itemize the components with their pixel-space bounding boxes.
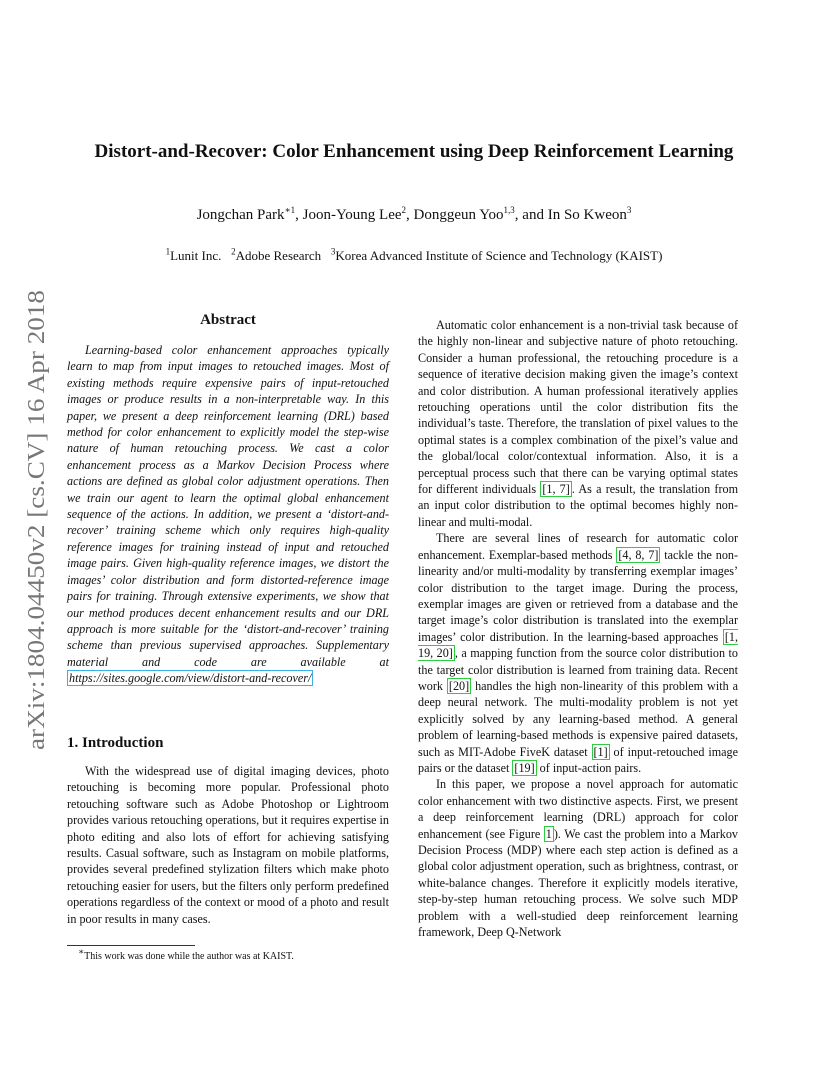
supplementary-link[interactable]: https://sites.google.com/view/distort-and-recover/ xyxy=(69,671,312,686)
intro-paragraph: With the widespread use of digital imaging devices, photo retouching is becoming more popular. Professional photo retouching software such as Adobe Photoshop or Lightroom provides various retouching operations, but it requires expertise in photo editing and also lots of effort for achieving satisfying results. Casual software, such as Instagram on mobile platforms, provides several predefined stylization filters which make photo retouching easier for users, but the filters only perform predefined operations regardless of the context or mood of a photo and result in poor results in many cases. xyxy=(67,764,389,926)
right-column xyxy=(418,317,738,940)
text-run: . As a result, the translation from an input color distribution to the optimal becomes highly non-linear and multi-modal. xyxy=(418,482,739,529)
text-run: handles the high non-linearity of this problem with a deep neural network. The multi-modality problem is not yet explicitly solved by any learning-based method. A general problem of learning-based methods is expensive paired datasets, such as MIT-Adobe FiveK dataset xyxy=(418,678,738,759)
author-name: In So Kweon xyxy=(547,207,627,223)
citation-link[interactable]: [19] xyxy=(514,760,535,775)
footnote-mark: ∗ xyxy=(78,946,85,957)
text-run: There are several lines of research for automatic color enhancement. Exemplar-based methods xyxy=(418,531,738,562)
author-name: Donggeun Yoo xyxy=(413,207,504,223)
body-paragraph xyxy=(418,776,738,940)
affiliation-sup: 2 xyxy=(231,246,236,257)
author-list: Jongchan Park$^{∗1}$, Joon-Young Lee$^2$, Donggeun Yoo$^{1,3}$, and In So Kweon$^3$ xyxy=(196,205,632,223)
body-paragraph xyxy=(418,317,738,530)
text-run: of input-action pairs. xyxy=(536,760,642,775)
author-sup: 1,3 xyxy=(503,205,515,215)
abstract-body: Learning-based color enhancement approaches typically learn to map from input images to retouched images. Most of existing methods require expensive pairs of input-retouched images or produce results in a non-interpretable way. In this paper, we present a deep reinforcement learning (DRL) based method for color enhancement to explicitly model the step-wise nature of human retouching process. We cast a color enhancement process as a Markov Decision Process where actions are defined as global color adjustment operations. Then we train our agent to learn the optimal global enhancement sequence of the actions. In addition, we present a ‘distort-and-recover’ training scheme which only requires high-quality reference images for training instead of input and retouched image pairs. Given high-quality reference images, we distort the images’ color distribution and form distorted-reference image pairs for training. Through extensive experiments, we show that our method produces decent enhancement results and our DRL approach is more suitable for the ‘distort-and-recover’ training scheme than previous supervised approaches. Supplementary material and code are available at xyxy=(67,343,389,669)
arxiv-identifier-stamp xyxy=(18,285,54,755)
arxiv-identifier-text: arXiv:1804.04450v2 [cs.CV] 16 Apr 2018 xyxy=(24,343,50,750)
citation-link[interactable]: [20] xyxy=(448,678,470,693)
author-sup: 3 xyxy=(626,205,632,215)
affiliation-list xyxy=(0,248,828,264)
left-column xyxy=(67,312,389,687)
author-name: Jongchan Park xyxy=(196,207,285,223)
citation-link[interactable]: [4, 8, 7] xyxy=(618,547,659,562)
text-run: of input-retouched image pairs or the dataset xyxy=(418,744,739,775)
footnote xyxy=(78,946,294,962)
citation-link[interactable]: [1, 19, 20] xyxy=(418,629,738,661)
affiliation-name: Lunit Inc. xyxy=(170,248,222,263)
affiliation-name: Korea Advanced Institute of Science and Technology (KAIST) xyxy=(335,248,663,263)
affiliation-sup: 1 xyxy=(165,246,171,257)
abstract-text xyxy=(67,342,389,687)
text-run: Automatic color enhancement is a non-trivial task because of the highly non-linear and subjective nature of photo retouching. Consider a human professional, the retouching procedure is a sequence of iterative decision making given the image’s context and color distribution. A human professional iteratively applies retouching operations until the color distribution fits the individual’s taste. Therefore, the translation of pixel values to the optimal states is a complex combination of the pixel’s value and the global/local color/contextual information. Also, it is a perceptual process such that there can be varying optimal states for different individuals xyxy=(418,318,738,497)
footnote-rule xyxy=(67,945,195,946)
author-sup: ∗1 xyxy=(284,205,296,215)
body-paragraph xyxy=(418,530,738,776)
text-run: In this paper, we propose a novel approach for automatic color enhancement with two distinctive aspects. First, we present a deep reinforcement learning (DRL) approach for color enhancement (see Figure xyxy=(418,777,738,841)
citation-link[interactable]: [1, 7] xyxy=(542,482,570,497)
abstract-heading: Abstract xyxy=(200,312,256,328)
text-run: ). We cast the problem into a Markov Decision Process (MDP) where each step action is defined as a global color adjustment operation, such as brightness, contrast, or white-balance changes. Therefore it explicitly models iterative, step-by-step human retouching process. We solve such MDP problem with a well-studied deep reinforcement learning framework, Deep Q-Network xyxy=(418,826,739,940)
section-heading-introduction: 1. Introduction xyxy=(67,735,164,751)
text-run: , a mapping function from the source color distribution to the target color distribution is learned from training data. Recent work xyxy=(418,646,738,693)
footnote-text: This work was done while the author was at KAIST. xyxy=(84,951,294,962)
affiliation-name: Adobe Research xyxy=(235,248,322,263)
author-sup: 2 xyxy=(401,205,407,215)
affiliation-sup: 3 xyxy=(330,246,336,257)
author-name: Joon-Young Lee xyxy=(302,207,402,223)
figure-link[interactable]: 1 xyxy=(545,826,552,841)
paper-title: Distort-and-Recover: Color Enhancement using Deep Reinforcement Learning xyxy=(94,141,734,162)
text-run: tackle the non-linearity and/or multi-modality by transferring exemplar images’ color distribution to the target image. During the process, exemplar images are given or retrieved from a database and the target image’s color distribution is translated into the exemplar images’ color distribution. In the learning-based approaches xyxy=(418,547,738,644)
citation-link[interactable]: [1] xyxy=(593,744,608,759)
